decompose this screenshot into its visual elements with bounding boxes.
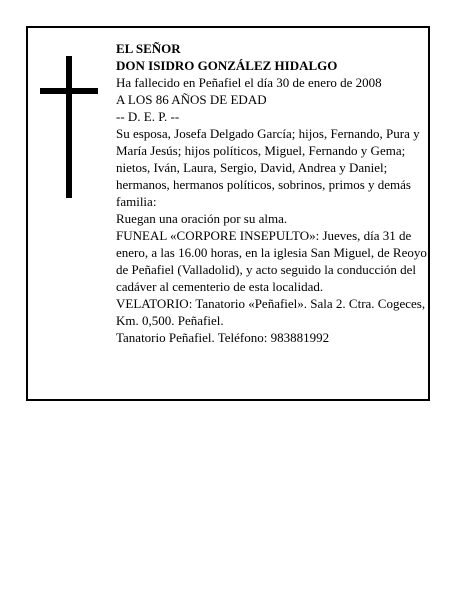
heading-title: EL SEÑOR xyxy=(116,41,181,56)
wake-paragraph: VELATORIO: Tanatorio «Peñafiel». Sala 2. Ctra. Cogeces, Km. 0,500. Peñafiel. xyxy=(116,296,426,328)
family-paragraph: Su esposa, Josefa Delgado García; hijos, Fernando, Pura y María Jesús; hijos políticos, Miguel, Fernando y Gema; nietos, Iván, Laura, Sergio, David, Andrea y Daniel; hermanos, hermanos políticos, sobrinos, primos y demás familia: xyxy=(116,126,420,209)
age-line: A LOS 86 AÑOS DE EDAD xyxy=(116,92,267,107)
funeral-paragraph: FUNEAL «CORPORE INSEPULTO»: Jueves, día 31 de enero, a las 16.00 horas, en la iglesia San Miguel, de Reoyo de Peñafiel (Valladolid), y acto seguido la conducción del cadáver al cementerio de esta localidad. xyxy=(116,228,427,294)
death-date-line: Ha fallecido en Peñafiel el día 30 de enero de 2008 xyxy=(116,75,382,90)
obituary-notice xyxy=(26,26,430,401)
rip-line: -- D. E. P. -- xyxy=(116,109,180,124)
obituary-text xyxy=(116,40,430,346)
deceased-name: DON ISIDRO GONZÁLEZ HIDALGO xyxy=(116,58,338,73)
cross-horizontal-bar xyxy=(40,88,98,94)
contact-line: Tanatorio Peñafiel. Teléfono: 983881992 xyxy=(116,330,330,345)
prayer-line: Ruegan una oración por su alma. xyxy=(116,211,288,226)
latin-cross-icon xyxy=(40,56,98,198)
cross-vertical-bar xyxy=(66,56,72,198)
